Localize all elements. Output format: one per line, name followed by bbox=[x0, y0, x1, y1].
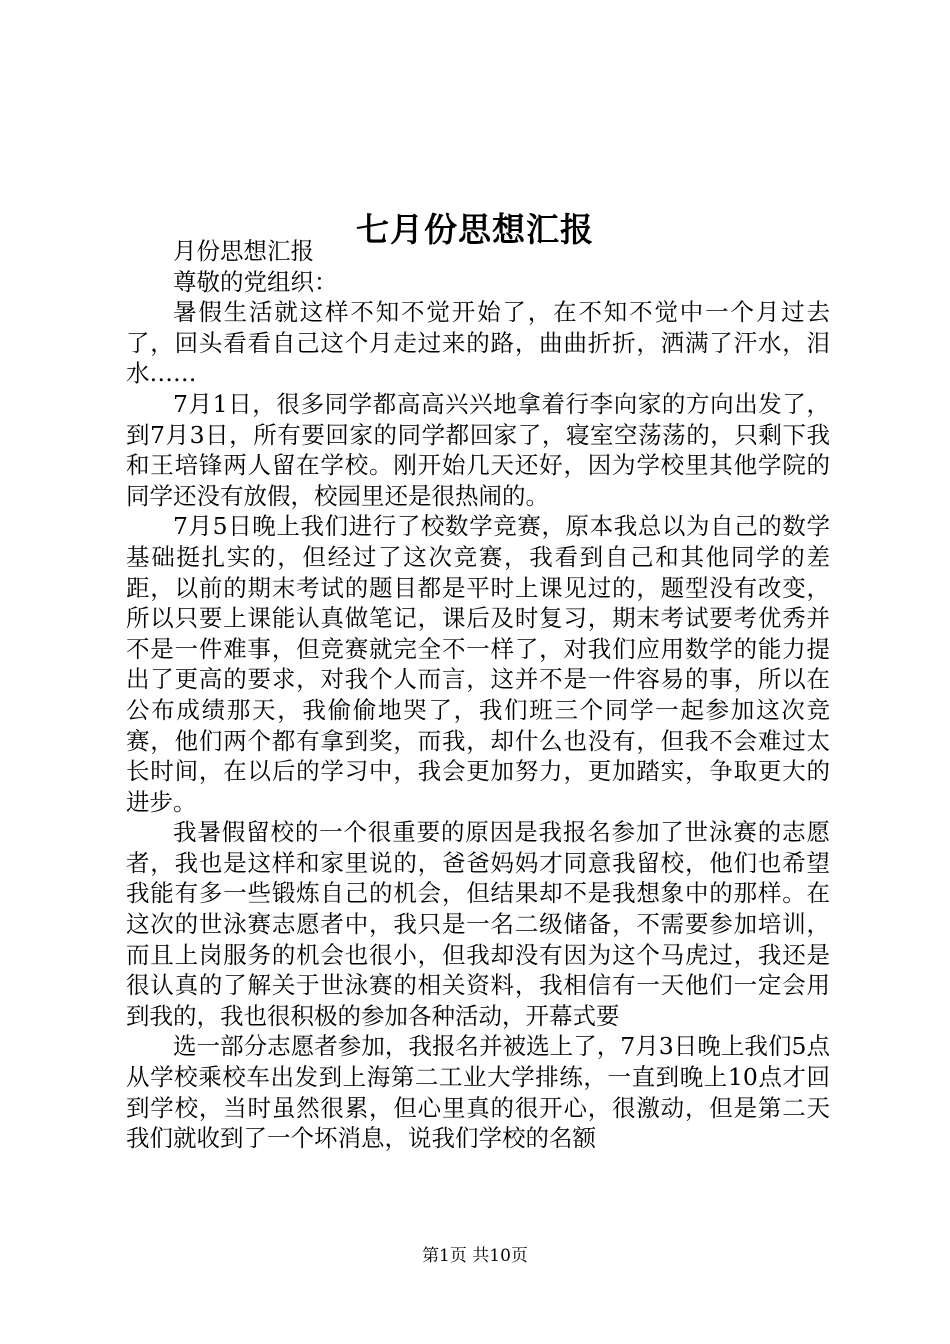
paragraph-volunteer: 我暑假留校的一个很重要的原因是我报名参加了世泳赛的志愿者，我也是这样和家里说的，爸爸妈妈才同意我留校，他们也希望我能有多一些锻炼自己的机会，但结果却不是我想象中的那样。在这次的世泳赛志愿者中，我只是一名二级储备，不需要参加培训，而且上岗服务的机会也很小，但我却没有因为这个马虎过，我还是很认真的了解关于世泳赛的相关资料，我相信有一天他们一定会用到我的，我也很积极的参加各种活动，开幕式要 bbox=[126, 818, 830, 1030]
paragraph-intro: 暑假生活就这样不知不觉开始了，在不知不觉中一个月过去了，回头看看自己这个月走过来的路，曲曲折折，洒满了汗水，泪水…… bbox=[126, 298, 830, 388]
heading-line: 月份思想汇报 bbox=[173, 237, 314, 265]
document-body bbox=[126, 236, 830, 1154]
salutation: 尊敬的党组织： bbox=[173, 267, 338, 296]
document-title: 七月份思想汇报 bbox=[356, 210, 594, 250]
paragraph-july-first: 7月1日，很多同学都高高兴兴地拿着行李向家的方向出发了，到7月3日，所有要回家的同学都回家了，寝室空荡荡的，只剩下我和王培锋两人留在学校。刚开始几天还好，因为学校里其他学院的同学还没有放假，校园里还是很热闹的。 bbox=[126, 389, 830, 510]
paragraph-opening-ceremony: 选一部分志愿者参加，我报名并被选上了，7月3日晚上我们5点从学校乘校车出发到上海第二工业大学排练，一直到晚上10点才回到学校，当时虽然很累，但心里真的很开心，很激动，但是第二天我们就收到了一个坏消息，说我们学校的名额 bbox=[126, 1032, 830, 1153]
page-number-footer: 第1页 共10页 bbox=[422, 1246, 528, 1266]
paragraph-math-contest: 7月5日晚上我们进行了校数学竞赛，原本我总以为自己的数学基础挺扎实的，但经过了这次竞赛，我看到自己和其他同学的差距，以前的期末考试的题目都是平时上课见过的，题型没有改变，所以只要上课能认真做笔记，课后及时复习，期末考试要考优秀并不是一件难事，但竞赛就完全不一样了，对我们应用数学的能力提出了更高的要求，对我个人而言，这并不是一件容易的事，所以在公布成绩那天，我偷偷地哭了，我们班三个同学一起参加这次竞赛，他们两个都有拿到奖，而我，却什么也没有，但我不会难过太长时间，在以后的学习中，我会更加努力，更加踏实，争取更大的进步。 bbox=[126, 512, 830, 816]
